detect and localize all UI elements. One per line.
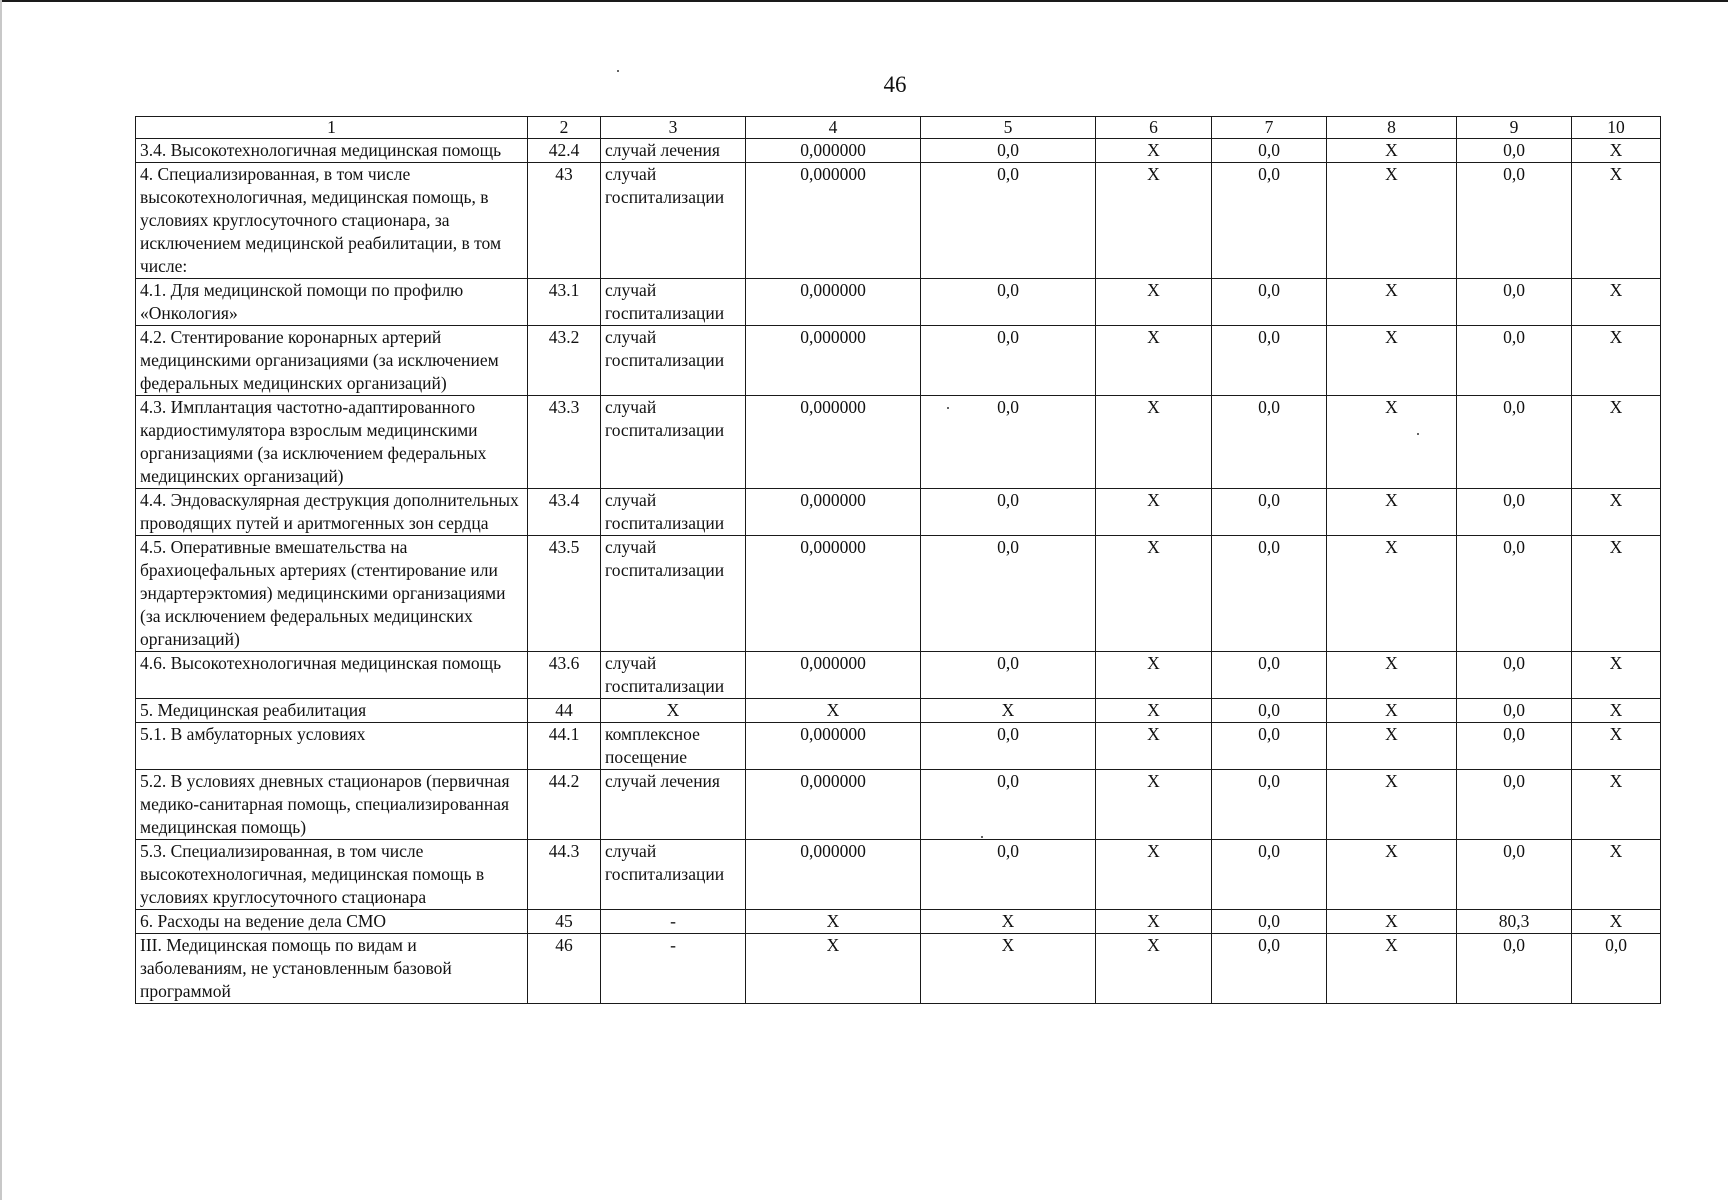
column-header: 7 xyxy=(1212,117,1327,139)
table-row xyxy=(136,396,1661,489)
value-col-10: X xyxy=(1572,396,1661,489)
column-header: 6 xyxy=(1096,117,1212,139)
row-label: 5.1. В амбулаторных условиях xyxy=(136,723,528,770)
scan-top-edge xyxy=(0,0,1728,2)
value-col-4: 0,000000 xyxy=(746,723,921,770)
column-header: 1 xyxy=(136,117,528,139)
value-col-5: 0,0 xyxy=(921,723,1096,770)
value-col-9: 0,0 xyxy=(1457,396,1572,489)
value-col-7: 0,0 xyxy=(1212,723,1327,770)
row-code: 44.3 xyxy=(528,840,601,910)
value-col-7: 0,0 xyxy=(1212,396,1327,489)
value-col-8: X xyxy=(1327,163,1457,279)
value-col-5: 0,0 xyxy=(921,770,1096,840)
value-col-7: 0,0 xyxy=(1212,139,1327,163)
unit: случай госпитализации xyxy=(601,652,746,699)
unit: комплексное посещение xyxy=(601,723,746,770)
table-header-row xyxy=(136,117,1661,139)
value-col-6: X xyxy=(1096,163,1212,279)
value-col-9: 0,0 xyxy=(1457,652,1572,699)
value-col-7: 0,0 xyxy=(1212,910,1327,934)
value-col-6: X xyxy=(1096,489,1212,536)
value-col-10: X xyxy=(1572,840,1661,910)
value-col-4: 0,000000 xyxy=(746,163,921,279)
row-code: 46 xyxy=(528,934,601,1004)
row-code: 43.1 xyxy=(528,279,601,326)
value-col-10: X xyxy=(1572,326,1661,396)
value-col-8: X xyxy=(1327,279,1457,326)
table-row xyxy=(136,139,1661,163)
value-col-8: X xyxy=(1327,139,1457,163)
value-col-7: 0,0 xyxy=(1212,489,1327,536)
row-label: 4.2. Стентирование коронарных артерий медицинскими организациями (за исключением федеральных медицинских организаций) xyxy=(136,326,528,396)
value-col-4: 0,000000 xyxy=(746,652,921,699)
value-col-4: 0,000000 xyxy=(746,840,921,910)
value-col-9: 0,0 xyxy=(1457,934,1572,1004)
data-table xyxy=(135,116,1661,1004)
value-col-6: X xyxy=(1096,910,1212,934)
value-col-4: 0,000000 xyxy=(746,770,921,840)
column-header: 5 xyxy=(921,117,1096,139)
column-header: 10 xyxy=(1572,117,1661,139)
value-col-5: X xyxy=(921,934,1096,1004)
value-col-6: X xyxy=(1096,326,1212,396)
value-col-6: X xyxy=(1096,279,1212,326)
table-row xyxy=(136,652,1661,699)
unit: случай госпитализации xyxy=(601,279,746,326)
value-col-7: 0,0 xyxy=(1212,279,1327,326)
value-col-9: 0,0 xyxy=(1457,163,1572,279)
table-row xyxy=(136,326,1661,396)
value-col-5: 0,0 xyxy=(921,139,1096,163)
row-code: 43.4 xyxy=(528,489,601,536)
value-col-6: X xyxy=(1096,934,1212,1004)
value-col-7: 0,0 xyxy=(1212,934,1327,1004)
unit: - xyxy=(601,910,746,934)
row-label: 4. Специализированная, в том числе высокотехнологичная, медицинская помощь, в условиях круглосуточного стационара, за исключением медицинской реабилитации, в том числе: xyxy=(136,163,528,279)
value-col-4: 0,000000 xyxy=(746,489,921,536)
column-header: 3 xyxy=(601,117,746,139)
row-code: 43.6 xyxy=(528,652,601,699)
value-col-10: X xyxy=(1572,536,1661,652)
value-col-10: X xyxy=(1572,279,1661,326)
row-label: 5. Медицинская реабилитация xyxy=(136,699,528,723)
value-col-9: 0,0 xyxy=(1457,840,1572,910)
value-col-6: X xyxy=(1096,723,1212,770)
value-col-6: X xyxy=(1096,699,1212,723)
unit: случай госпитализации xyxy=(601,536,746,652)
row-label: 3.4. Высокотехнологичная медицинская помощь xyxy=(136,139,528,163)
value-col-8: X xyxy=(1327,699,1457,723)
value-col-10: X xyxy=(1572,723,1661,770)
unit: - xyxy=(601,934,746,1004)
scan-left-edge xyxy=(0,0,2,1200)
value-col-10: X xyxy=(1572,770,1661,840)
value-col-5: 0,0 xyxy=(921,652,1096,699)
row-label: 4.4. Эндоваскулярная деструкция дополнительных проводящих путей и аритмогенных зон сердца xyxy=(136,489,528,536)
value-col-8: X xyxy=(1327,536,1457,652)
value-col-8: X xyxy=(1327,723,1457,770)
value-col-7: 0,0 xyxy=(1212,699,1327,723)
value-col-10: X xyxy=(1572,699,1661,723)
value-col-4: 0,000000 xyxy=(746,139,921,163)
row-code: 44 xyxy=(528,699,601,723)
value-col-9: 0,0 xyxy=(1457,139,1572,163)
value-col-8: X xyxy=(1327,770,1457,840)
column-header: 2 xyxy=(528,117,601,139)
row-label: 4.6. Высокотехнологичная медицинская помощь xyxy=(136,652,528,699)
value-col-7: 0,0 xyxy=(1212,652,1327,699)
value-col-10: X xyxy=(1572,910,1661,934)
value-col-7: 0,0 xyxy=(1212,326,1327,396)
row-code: 44.1 xyxy=(528,723,601,770)
value-col-10: X xyxy=(1572,163,1661,279)
value-col-10: X xyxy=(1572,139,1661,163)
value-col-6: X xyxy=(1096,396,1212,489)
table-row xyxy=(136,163,1661,279)
unit: случай госпитализации xyxy=(601,163,746,279)
value-col-10: 0,0 xyxy=(1572,934,1661,1004)
column-header: 8 xyxy=(1327,117,1457,139)
value-col-4: 0,000000 xyxy=(746,536,921,652)
scan-speck xyxy=(617,70,619,72)
column-header: 9 xyxy=(1457,117,1572,139)
value-col-7: 0,0 xyxy=(1212,536,1327,652)
value-col-8: X xyxy=(1327,489,1457,536)
row-code: 43.2 xyxy=(528,326,601,396)
value-col-5: 0,0 xyxy=(921,279,1096,326)
value-col-7: 0,0 xyxy=(1212,840,1327,910)
row-label: 4.3. Имплантация частотно-адаптированного кардиостимулятора взрослым медицинскими организациями (за исключением федеральных медицинских организаций) xyxy=(136,396,528,489)
table-row xyxy=(136,699,1661,723)
value-col-8: X xyxy=(1327,396,1457,489)
column-header: 4 xyxy=(746,117,921,139)
row-label: 4.1. Для медицинской помощи по профилю «Онкология» xyxy=(136,279,528,326)
value-col-6: X xyxy=(1096,652,1212,699)
row-code: 42.4 xyxy=(528,139,601,163)
unit: случай госпитализации xyxy=(601,489,746,536)
value-col-4: 0,000000 xyxy=(746,326,921,396)
value-col-10: X xyxy=(1572,652,1661,699)
value-col-9: 0,0 xyxy=(1457,536,1572,652)
value-col-9: 0,0 xyxy=(1457,326,1572,396)
unit: случай лечения xyxy=(601,139,746,163)
value-col-5: 0,0 xyxy=(921,396,1096,489)
row-code: 43.3 xyxy=(528,396,601,489)
value-col-5: 0,0 xyxy=(921,840,1096,910)
value-col-4: 0,000000 xyxy=(746,279,921,326)
value-col-5: 0,0 xyxy=(921,536,1096,652)
value-col-6: X xyxy=(1096,840,1212,910)
value-col-6: X xyxy=(1096,536,1212,652)
row-label: 5.2. В условиях дневных стационаров (первичная медико-санитарная помощь, специализированная медицинская помощь) xyxy=(136,770,528,840)
row-label: 4.5. Оперативные вмешательства на брахиоцефальных артериях (стентирование или эндартерэктомия) медицинскими организациями (за исключением федеральных медицинских организаций) xyxy=(136,536,528,652)
value-col-9: 80,3 xyxy=(1457,910,1572,934)
table-row xyxy=(136,723,1661,770)
table-body xyxy=(136,117,1661,1004)
table-row xyxy=(136,910,1661,934)
value-col-5: 0,0 xyxy=(921,489,1096,536)
value-col-8: X xyxy=(1327,652,1457,699)
value-col-9: 0,0 xyxy=(1457,489,1572,536)
page-number: 46 xyxy=(883,72,907,97)
value-col-6: X xyxy=(1096,139,1212,163)
value-col-4: X xyxy=(746,934,921,1004)
value-col-9: 0,0 xyxy=(1457,723,1572,770)
value-col-6: X xyxy=(1096,770,1212,840)
row-code: 43.5 xyxy=(528,536,601,652)
value-col-4: 0,000000 xyxy=(746,396,921,489)
value-col-5: 0,0 xyxy=(921,326,1096,396)
table-row xyxy=(136,489,1661,536)
value-col-7: 0,0 xyxy=(1212,770,1327,840)
table-row xyxy=(136,840,1661,910)
table-row xyxy=(136,770,1661,840)
row-code: 45 xyxy=(528,910,601,934)
value-col-8: X xyxy=(1327,840,1457,910)
table-row xyxy=(136,279,1661,326)
unit: случай госпитализации xyxy=(601,840,746,910)
value-col-9: 0,0 xyxy=(1457,699,1572,723)
table-row xyxy=(136,934,1661,1004)
row-code: 43 xyxy=(528,163,601,279)
value-col-7: 0,0 xyxy=(1212,163,1327,279)
value-col-10: X xyxy=(1572,489,1661,536)
value-col-8: X xyxy=(1327,326,1457,396)
value-col-5: 0,0 xyxy=(921,163,1096,279)
unit: случай лечения xyxy=(601,770,746,840)
value-col-9: 0,0 xyxy=(1457,279,1572,326)
unit: X xyxy=(601,699,746,723)
value-col-5: X xyxy=(921,699,1096,723)
table-row xyxy=(136,536,1661,652)
value-col-4: X xyxy=(746,910,921,934)
unit: случай госпитализации xyxy=(601,326,746,396)
value-col-5: X xyxy=(921,910,1096,934)
row-code: 44.2 xyxy=(528,770,601,840)
row-label: 5.3. Специализированная, в том числе высокотехнологичная, медицинская помощь в условиях круглосуточного стационара xyxy=(136,840,528,910)
row-label: 6. Расходы на ведение дела СМО xyxy=(136,910,528,934)
unit: случай госпитализации xyxy=(601,396,746,489)
value-col-9: 0,0 xyxy=(1457,770,1572,840)
row-label: III. Медицинская помощь по видам и заболеваниям, не установленным базовой программой xyxy=(136,934,528,1004)
value-col-4: X xyxy=(746,699,921,723)
value-col-8: X xyxy=(1327,910,1457,934)
value-col-8: X xyxy=(1327,934,1457,1004)
